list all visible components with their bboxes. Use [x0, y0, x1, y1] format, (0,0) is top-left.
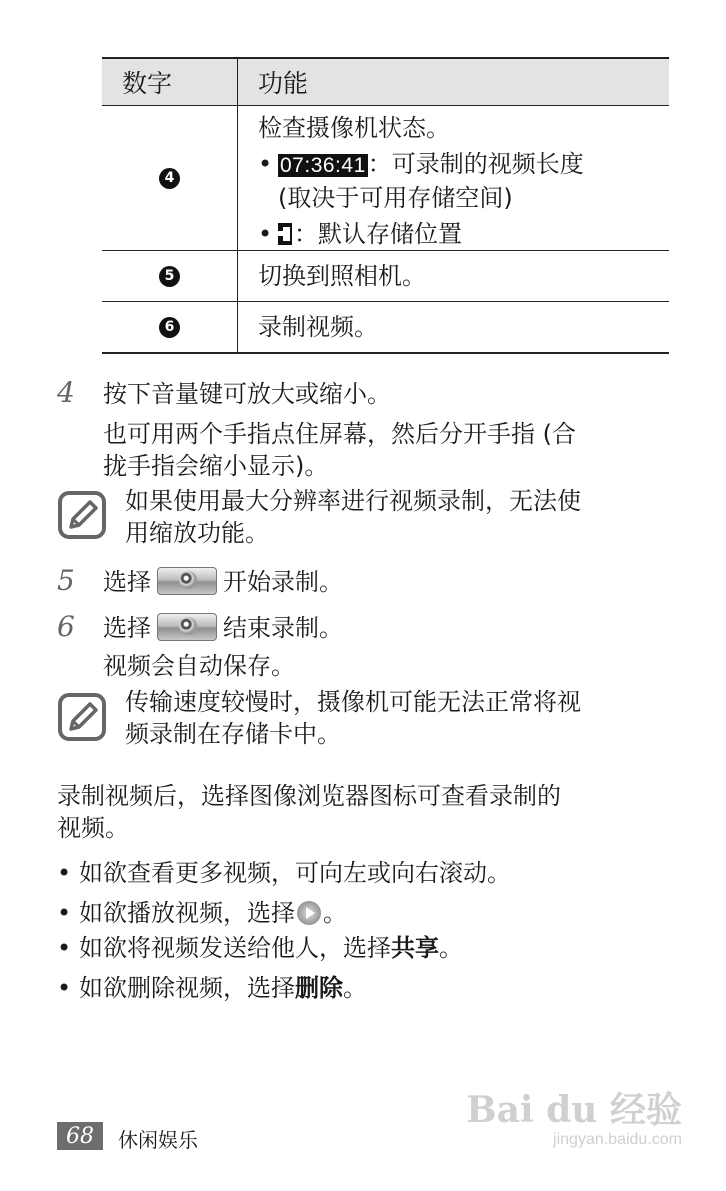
bullet-text: 如欲删除视频，选择: [79, 974, 295, 1002]
note-pencil-icon: [57, 692, 107, 742]
table-row: [102, 106, 669, 251]
step-text: 按下音量键可放大或缩小。: [103, 380, 391, 408]
list-item: • 如欲查看更多视频，可向左或向右滚动。: [57, 859, 511, 887]
watermark: [466, 1082, 682, 1149]
header-number: 数字: [102, 59, 238, 105]
step-number: 6: [57, 610, 75, 643]
paragraph-text: 录制视频后，选择图像浏览器图标可查看录制的: [57, 782, 561, 810]
page-number: 68: [57, 1122, 103, 1150]
row-text: 切换到照相机。: [258, 262, 426, 290]
play-icon: [297, 901, 321, 925]
table-header: [102, 59, 669, 106]
bullet-text-end: 。: [323, 899, 347, 927]
time-description: ：可录制的视频长度: [367, 150, 584, 178]
note-text: 如果使用最大分辨率进行视频录制，无法使: [125, 487, 581, 515]
number-badge: 4: [159, 168, 180, 189]
number-badge: 6: [159, 317, 180, 338]
bullet-text-end: 。: [439, 934, 463, 962]
step-text-post: 结束录制。: [223, 614, 343, 642]
delete-label: 删除: [295, 974, 343, 1002]
list-item: • 如欲删除视频，选择删除。: [57, 974, 367, 1002]
time-description-note: (取决于可用存储空间): [278, 184, 513, 212]
section-label: 休闲娱乐: [118, 1128, 198, 1152]
stop-button-icon: [157, 613, 217, 641]
list-item: • 如欲播放视频，选择 。: [57, 899, 347, 927]
bullet-text: 如欲将视频发送给他人，选择: [79, 934, 391, 962]
table-row: [102, 302, 669, 352]
header-function: 功能: [258, 69, 309, 98]
step-text: [103, 612, 343, 644]
table-row: [102, 251, 669, 302]
step-text-post: 开始录制。: [223, 568, 343, 596]
row-text: 录制视频。: [258, 313, 378, 341]
list-item: [258, 218, 669, 250]
bullet-text: 如欲播放视频，选择: [79, 899, 295, 927]
function-table: [102, 57, 669, 354]
record-button-icon: [157, 567, 217, 595]
paragraph-text: 视频。: [57, 814, 129, 842]
watermark-logo: Bai du 经验: [466, 1089, 682, 1131]
note-text: 频录制在存储卡中。: [125, 720, 341, 748]
bullet-text-end: 。: [343, 974, 367, 1002]
list-item: [258, 148, 669, 214]
note-text: 用缩放功能。: [125, 519, 269, 547]
number-badge: 5: [159, 266, 180, 287]
note-pencil-icon: [57, 490, 107, 540]
step-text-pre: 选择: [103, 614, 151, 642]
time-remaining: 07:36:41: [280, 154, 366, 177]
watermark-url: jingyan.baidu.com: [553, 1131, 682, 1148]
step-subtext: 也可用两个手指点住屏幕，然后分开手指 (合: [103, 420, 576, 448]
note-text: 传输速度较慢时，摄像机可能无法正常将视: [125, 688, 581, 716]
share-label: 共享: [391, 934, 439, 962]
step-number: 5: [57, 564, 75, 597]
step-subtext: 拢手指会缩小显示)。: [103, 452, 329, 480]
storage-description: ：默认存储位置: [294, 220, 462, 248]
step-text: [103, 566, 343, 598]
step-text-pre: 选择: [103, 568, 151, 596]
row-text: 检查摄像机状态。: [258, 114, 450, 142]
bullet-text: 如欲查看更多视频，可向左或向右滚动。: [79, 859, 511, 887]
phone-memory-icon: [278, 223, 292, 245]
list-item: • 如欲将视频发送给他人，选择共享。: [57, 934, 463, 962]
step-number: 4: [57, 376, 75, 409]
step-subtext: 视频会自动保存。: [103, 652, 295, 680]
